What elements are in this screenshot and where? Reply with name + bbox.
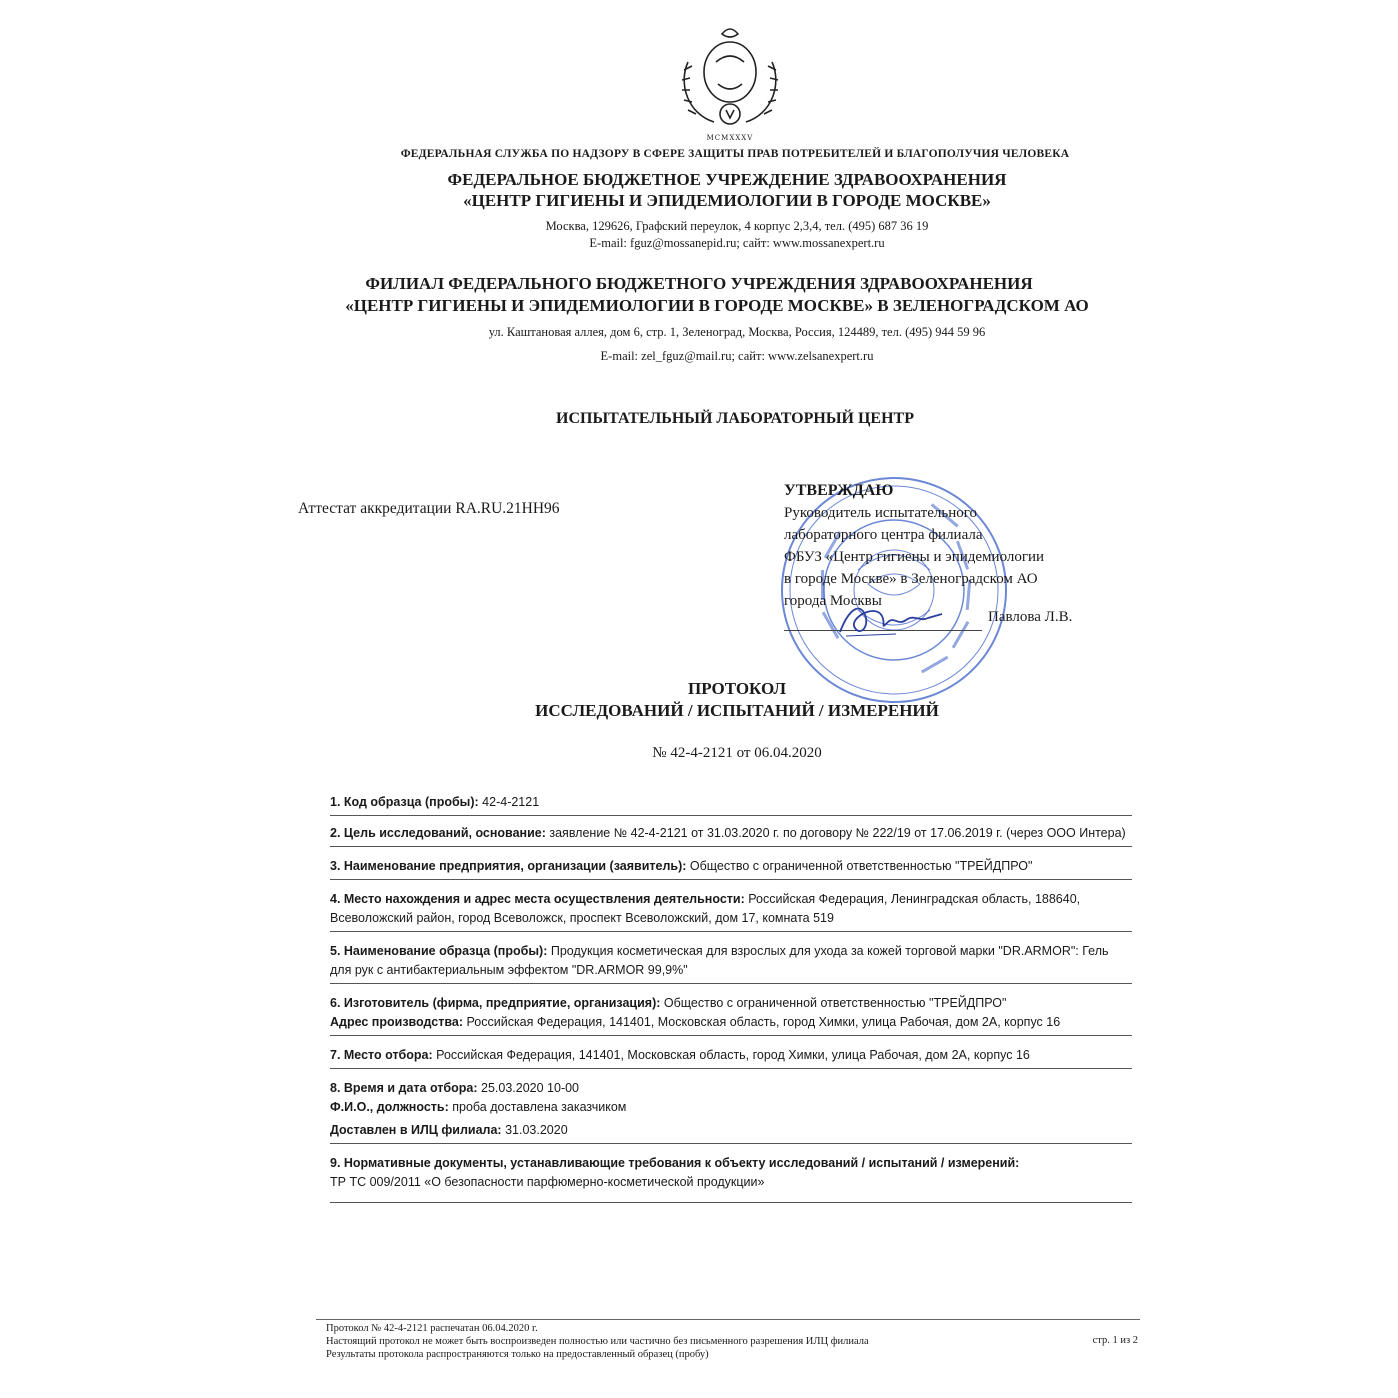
signer-name: Павлова Л.В.	[988, 609, 1073, 625]
branch-contacts: E-mail: zel_fguz@mail.ru; сайт: www.zelsanexpert.ru	[600, 349, 874, 363]
approval-block	[784, 480, 1184, 612]
approval-title: УТВЕРЖДАЮ	[784, 482, 894, 499]
branch-name-line2: «ЦЕНТР ГИГИЕНЫ И ЭПИДЕМИОЛОГИИ В ГОРОДЕ МОСКВЕ» В ЗЕЛЕНОГРАДСКОМ АО	[345, 296, 1089, 315]
emblem-motto: MCMXXXV	[706, 134, 754, 142]
field-label: 3. Наименование предприятия, организации (заявитель):	[330, 859, 687, 873]
field-label: 8. Время и дата отбора:	[330, 1081, 478, 1095]
field-value: 42-4-2121	[482, 795, 540, 809]
footer-notice-2: Результаты протокола распространяются только на предоставленный образец (пробу)	[326, 1349, 709, 1360]
handwritten-signature	[836, 596, 946, 642]
main-org-name-line1: ФЕДЕРАЛЬНОЕ БЮДЖЕТНОЕ УЧРЕЖДЕНИЕ ЗДРАВООХРАНЕНИЯ	[447, 170, 1007, 189]
field-value: 31.03.2020	[505, 1123, 568, 1137]
approval-line-5: города Москвы	[784, 593, 882, 609]
page-counter: стр. 1 из 2	[1092, 1335, 1138, 1346]
field-value: 25.03.2020 10-00	[481, 1081, 580, 1095]
approval-line-4: в городе Москве» в Зеленоградском АО	[784, 571, 1038, 587]
field-sample-name	[330, 932, 1132, 984]
protocol-fields	[330, 790, 1132, 1203]
footer-printed: Протокол № 42-4-2121 распечатан 06.04.2020 г.	[326, 1323, 538, 1334]
approval-line-3: ФБУЗ «Центр гигиены и эпидемиологии	[784, 549, 1045, 565]
approval-line-1: Руководитель испытательного	[784, 505, 978, 521]
field-label: 1. Код образца (пробы):	[330, 795, 479, 809]
field-value: ТР ТС 009/2011 «О безопасности парфюмерно-косметической продукции»	[330, 1175, 765, 1189]
footer	[326, 1322, 1138, 1361]
manufacturer-address	[330, 1013, 1132, 1032]
field-label: 4. Место нахождения и адрес места осуществления деятельности:	[330, 892, 745, 906]
field-label: Доставлен в ИЛЦ филиала:	[330, 1123, 502, 1137]
field-value: Общество с ограниченной ответственностью "ТРЕЙДПРО"	[689, 859, 1033, 873]
field-label: 5. Наименование образца (пробы):	[330, 944, 548, 958]
sampling-time-row	[330, 1079, 1132, 1098]
footer-divider	[316, 1319, 1140, 1320]
field-location	[330, 880, 1132, 932]
field-purpose	[330, 816, 1132, 847]
emblem-logo	[668, 14, 792, 146]
approval-line-2: лабораторного центра филиала	[784, 527, 983, 543]
field-sample-code	[330, 790, 1132, 816]
field-value: заявление № 42-4-2121 от 31.03.2020 г. по договору № 222/19 от 17.06.2019 г. (через ООО Интера)	[549, 826, 1126, 840]
field-manufacturer	[330, 984, 1132, 1036]
field-value: Российская Федерация, Ленинградская область, 188640, Всеволожский район, город Всеволожск, проспект Всеволожский, дом 17, комната 519	[330, 892, 1081, 925]
lab-center-title: ИСПЫТАТЕЛЬНЫЙ ЛАБОРАТОРНЫЙ ЦЕНТР	[556, 410, 914, 427]
footer-notice-1: Настоящий протокол не может быть воспроизведен полностью или частично без письменного разрешения ИЛЦ филиала	[326, 1336, 869, 1347]
field-label: Адрес производства:	[330, 1015, 463, 1029]
field-value: Продукция косметическая для взрослых для ухода за кожей торговой марки "DR.ARMOR": Гель для рук с антибактериальным эффектом "DR.ARMOR 99,9%"	[330, 944, 1109, 977]
field-value: Общество с ограниченной ответственностью "ТРЕЙДПРО"	[663, 996, 1007, 1010]
accreditation-certificate: Аттестат аккредитации RA.RU.21НН96	[298, 500, 560, 517]
field-label: Ф.И.О., должность:	[330, 1100, 449, 1114]
field-applicant	[330, 847, 1132, 880]
field-sampling-place	[330, 1036, 1132, 1069]
delivered-row	[330, 1121, 1132, 1140]
protocol-title-line1: ПРОТОКОЛ	[687, 679, 786, 698]
branch-address: ул. Каштановая аллея, дом 6, стр. 1, Зеленоград, Москва, Россия, 124489, тел. (495) 944 59 96	[488, 325, 986, 339]
field-label: 6. Изготовитель (фирма, предприятие, организация):	[330, 996, 661, 1010]
protocol-number: № 42-4-2121 от 06.04.2020	[652, 745, 822, 761]
main-org-contacts: E-mail: fguz@mossanepid.ru; сайт: www.mossanexpert.ru	[589, 236, 885, 250]
field-value: Российская Федерация, 141401, Московская область, город Химки, улица Рабочая, дом 2А, корпус 16	[466, 1015, 1061, 1029]
federal-service-name: ФЕДЕРАЛЬНАЯ СЛУЖБА ПО НАДЗОРУ В СФЕРЕ ЗАЩИТЫ ПРАВ ПОТРЕБИТЕЛЕЙ И БЛАГОПОЛУЧИЯ ЧЕЛОВЕКА	[400, 148, 1070, 160]
field-value: Российская Федерация, 141401, Московская область, город Химки, улица Рабочая, дом 2А, корпус 16	[436, 1048, 1030, 1062]
field-label: 7. Место отбора:	[330, 1048, 433, 1062]
field-normative-documents	[330, 1144, 1132, 1203]
field-label: 9. Нормативные документы, устанавливающие требования к объекту исследований / испытаний / измерений:	[330, 1156, 1020, 1170]
field-sampling-time	[330, 1069, 1132, 1144]
main-org-name-line2: «ЦЕНТР ГИГИЕНЫ И ЭПИДЕМИОЛОГИИ В ГОРОДЕ МОСКВЕ»	[463, 191, 991, 210]
sampling-person-row	[330, 1098, 1132, 1117]
protocol-title	[0, 678, 1398, 722]
main-org-address: Москва, 129626, Графский переулок, 4 корпус 2,3,4, тел. (495) 687 36 19	[545, 219, 929, 233]
field-label: 2. Цель исследований, основание:	[330, 826, 546, 840]
branch-name-line1: ФИЛИАЛ ФЕДЕРАЛЬНОГО БЮДЖЕТНОГО УЧРЕЖДЕНИЯ ЗДРАВООХРАНЕНИЯ	[365, 274, 1033, 293]
protocol-title-line2: ИССЛЕДОВАНИЙ / ИСПЫТАНИЙ / ИЗМЕРЕНИЙ	[535, 701, 939, 720]
field-value: проба доставлена заказчиком	[452, 1100, 627, 1114]
